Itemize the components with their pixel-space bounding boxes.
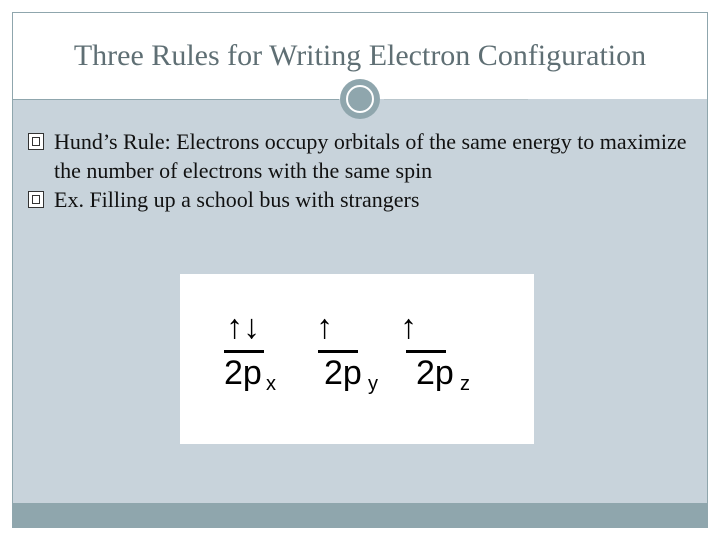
orbital-label: 2p [324, 354, 362, 392]
slide-title: Three Rules for Writing Electron Configuration [73, 39, 647, 72]
bullet-text: Hund’s Rule: Electrons occupy orbitals of the same energy to maximize the number of electrons with the same spin [54, 129, 687, 183]
arrow-up-icon: ↑ [400, 308, 417, 346]
orbital-line [406, 350, 446, 353]
orbital-line [224, 350, 264, 353]
bullet-marker-icon [28, 133, 44, 150]
orbital-subscript: y [368, 373, 378, 395]
title-divider-left [13, 99, 339, 100]
orbital-label: 2p [224, 354, 262, 392]
orbital-label: 2p [416, 354, 454, 392]
orbital-line [318, 350, 358, 353]
bullet-item [28, 127, 698, 185]
orbital-subscript: z [460, 373, 470, 395]
orbital-diagram [180, 274, 534, 444]
orbital-subscript: x [266, 373, 276, 395]
orbital-diagram-svg [180, 274, 534, 444]
title-divider-right [384, 99, 528, 100]
bullet-item [28, 185, 698, 214]
bullet-text: Ex. Filling up a school bus with strangers [54, 187, 420, 212]
bullet-list [28, 127, 698, 214]
circle-ornament-ring [346, 85, 374, 113]
bullet-marker-icon [28, 191, 44, 208]
arrow-pair-icon: ↑↓ [226, 308, 260, 346]
arrow-up-icon: ↑ [316, 308, 333, 346]
footer-bar [13, 503, 707, 527]
